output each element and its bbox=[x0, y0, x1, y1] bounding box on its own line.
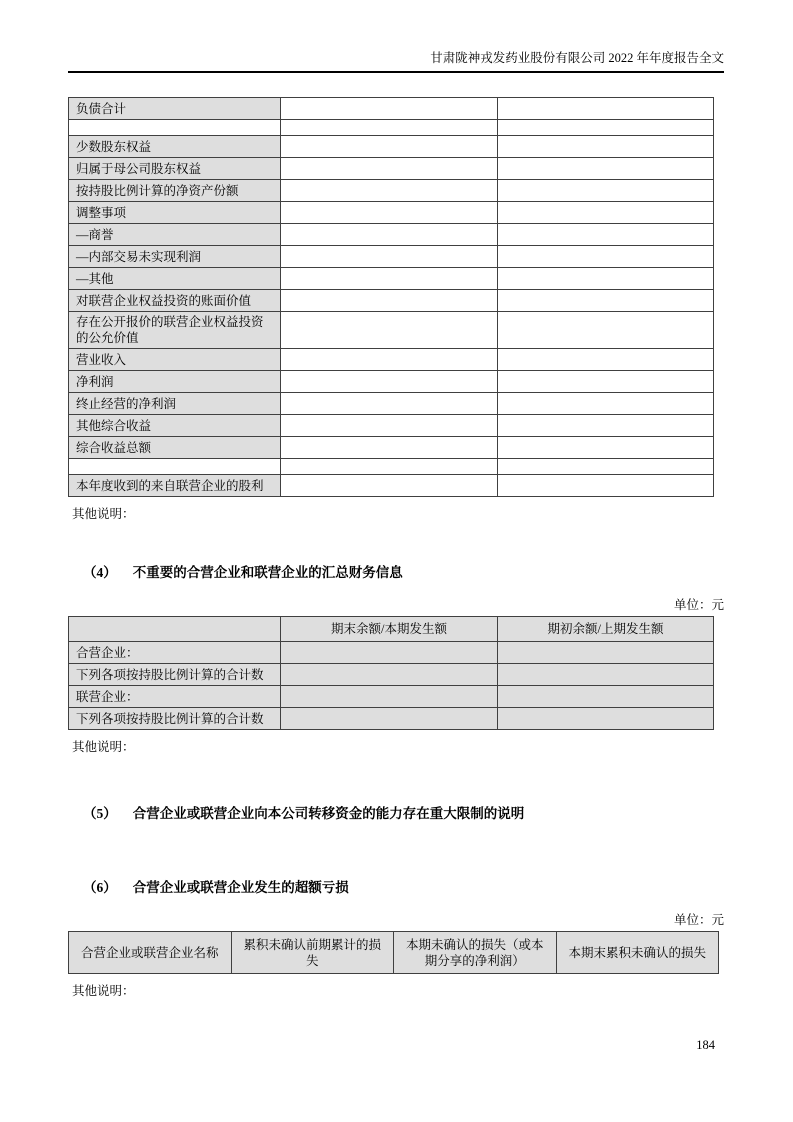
value-cell-prior bbox=[498, 268, 714, 290]
table-row bbox=[69, 642, 714, 664]
row-label-cell: —商誉 bbox=[69, 224, 281, 246]
value-cell-prior bbox=[498, 415, 714, 437]
section-4-unit-label: 单位：元 bbox=[673, 598, 724, 612]
row-label-cell: —其他 bbox=[69, 268, 281, 290]
value-cell-prior bbox=[498, 642, 714, 664]
value-cell-current bbox=[281, 290, 498, 312]
value-cell-current bbox=[281, 246, 498, 268]
row-label-cell: 下列各项按持股比例计算的合计数 bbox=[69, 664, 281, 686]
row-label-cell bbox=[69, 120, 281, 136]
value-cell-current bbox=[281, 158, 498, 180]
value-cell-current bbox=[281, 642, 498, 664]
value-cell-current bbox=[281, 437, 498, 459]
page-content bbox=[68, 0, 724, 999]
table-row bbox=[69, 158, 714, 180]
value-cell-prior bbox=[498, 664, 714, 686]
row-label-cell: 下列各项按持股比例计算的合计数 bbox=[69, 708, 281, 730]
row-label-cell: 按持股比例计算的净资产份额 bbox=[69, 180, 281, 202]
table-row bbox=[69, 437, 714, 459]
row-label-cell: 调整事项 bbox=[69, 202, 281, 224]
section-5-title: 合营企业或联营企业向本公司转移资金的能力存在重大限制的说明 bbox=[132, 806, 525, 821]
value-cell-prior bbox=[498, 349, 714, 371]
value-cell-current bbox=[281, 224, 498, 246]
section-6-number: （6） bbox=[83, 880, 117, 895]
value-cell-prior bbox=[498, 475, 714, 497]
value-cell-current bbox=[281, 120, 498, 136]
table-row bbox=[69, 475, 714, 497]
column-header-cell bbox=[69, 617, 281, 642]
row-label-cell: 归属于母公司股东权益 bbox=[69, 158, 281, 180]
row-label-cell: 本年度收到的来自联营企业的股利 bbox=[69, 475, 281, 497]
column-header-cell: 期末余额/本期发生额 bbox=[281, 617, 498, 642]
value-cell-prior bbox=[498, 136, 714, 158]
row-label-cell: 终止经营的净利润 bbox=[69, 393, 281, 415]
table-row bbox=[69, 98, 714, 120]
column-header-cell: 合营企业或联营企业名称 bbox=[69, 932, 232, 974]
value-cell-prior bbox=[498, 708, 714, 730]
table-row bbox=[69, 246, 714, 268]
summary-table-note-label: 其他说明： bbox=[72, 507, 135, 521]
table-row bbox=[69, 459, 714, 475]
value-cell-current bbox=[281, 415, 498, 437]
section-6-unit-label: 单位：元 bbox=[673, 913, 724, 927]
table-row bbox=[69, 393, 714, 415]
table-row bbox=[69, 290, 714, 312]
excess-losses-table bbox=[68, 931, 719, 974]
section-5-heading bbox=[68, 805, 724, 823]
section-4-number: （4） bbox=[83, 565, 117, 580]
value-cell-current bbox=[281, 475, 498, 497]
column-header-cell: 本期未确认的损失（或本期分享的净利润） bbox=[394, 932, 557, 974]
table-row bbox=[69, 224, 714, 246]
table-row bbox=[69, 708, 714, 730]
table-row bbox=[69, 664, 714, 686]
value-cell-prior bbox=[498, 393, 714, 415]
value-cell-prior bbox=[498, 459, 714, 475]
table-row bbox=[69, 415, 714, 437]
section-4-title: 不重要的合营企业和联营企业的汇总财务信息 bbox=[132, 565, 403, 580]
section-5-number: （5） bbox=[83, 806, 117, 821]
section-6-heading bbox=[68, 879, 724, 897]
value-cell-current bbox=[281, 371, 498, 393]
value-cell-prior bbox=[498, 312, 714, 349]
value-cell-current bbox=[281, 202, 498, 224]
column-header-cell: 期初余额/上期发生额 bbox=[498, 617, 714, 642]
value-cell-current bbox=[281, 459, 498, 475]
section-6-title: 合营企业或联营企业发生的超额亏损 bbox=[132, 880, 349, 895]
table-row bbox=[69, 136, 714, 158]
value-cell-current bbox=[281, 268, 498, 290]
table-row bbox=[69, 180, 714, 202]
section-4-note-label: 其他说明： bbox=[72, 740, 135, 754]
section-6-note-label: 其他说明： bbox=[72, 984, 135, 998]
value-cell-prior bbox=[498, 202, 714, 224]
row-label-cell: 对联营企业权益投资的账面价值 bbox=[69, 290, 281, 312]
table-row bbox=[69, 686, 714, 708]
table-header-row bbox=[69, 617, 714, 642]
column-header-cell: 本期末累积未确认的损失 bbox=[556, 932, 719, 974]
value-cell-current bbox=[281, 312, 498, 349]
value-cell-prior bbox=[498, 158, 714, 180]
table-row bbox=[69, 202, 714, 224]
table-row bbox=[69, 312, 714, 349]
associates-summary-table bbox=[68, 97, 714, 497]
row-label-cell: 营业收入 bbox=[69, 349, 281, 371]
section-4-heading bbox=[68, 564, 724, 582]
table-row bbox=[69, 268, 714, 290]
value-cell-current bbox=[281, 664, 498, 686]
value-cell-prior bbox=[498, 120, 714, 136]
row-label-cell: 合营企业： bbox=[69, 642, 281, 664]
row-label-cell bbox=[69, 459, 281, 475]
row-label-cell: 综合收益总额 bbox=[69, 437, 281, 459]
value-cell-prior bbox=[498, 224, 714, 246]
value-cell-current bbox=[281, 349, 498, 371]
row-label-cell: 负债合计 bbox=[69, 98, 281, 120]
value-cell-current bbox=[281, 180, 498, 202]
table-row bbox=[69, 371, 714, 393]
value-cell-current bbox=[281, 686, 498, 708]
row-label-cell: 联营企业： bbox=[69, 686, 281, 708]
value-cell-current bbox=[281, 393, 498, 415]
value-cell-prior bbox=[498, 686, 714, 708]
value-cell-prior bbox=[498, 437, 714, 459]
value-cell-current bbox=[281, 136, 498, 158]
row-label-cell: 存在公开报价的联营企业权益投资的公允价值 bbox=[69, 312, 281, 349]
table-row bbox=[69, 349, 714, 371]
row-label-cell: 少数股东权益 bbox=[69, 136, 281, 158]
table-row bbox=[69, 120, 714, 136]
insignificant-entities-table bbox=[68, 616, 714, 730]
value-cell-prior bbox=[498, 98, 714, 120]
row-label-cell: 净利润 bbox=[69, 371, 281, 393]
value-cell-prior bbox=[498, 371, 714, 393]
value-cell-current bbox=[281, 708, 498, 730]
document-header-title: 甘肃陇神戎发药业股份有限公司 2022 年年度报告全文 bbox=[68, 50, 724, 73]
value-cell-prior bbox=[498, 290, 714, 312]
column-header-cell: 累积未确认前期累计的损失 bbox=[231, 932, 394, 974]
table-header-row bbox=[69, 932, 719, 974]
row-label-cell: 其他综合收益 bbox=[69, 415, 281, 437]
row-label-cell: —内部交易未实现利润 bbox=[69, 246, 281, 268]
value-cell-prior bbox=[498, 246, 714, 268]
page-number: 184 bbox=[696, 1038, 715, 1052]
value-cell-prior bbox=[498, 180, 714, 202]
value-cell-current bbox=[281, 98, 498, 120]
